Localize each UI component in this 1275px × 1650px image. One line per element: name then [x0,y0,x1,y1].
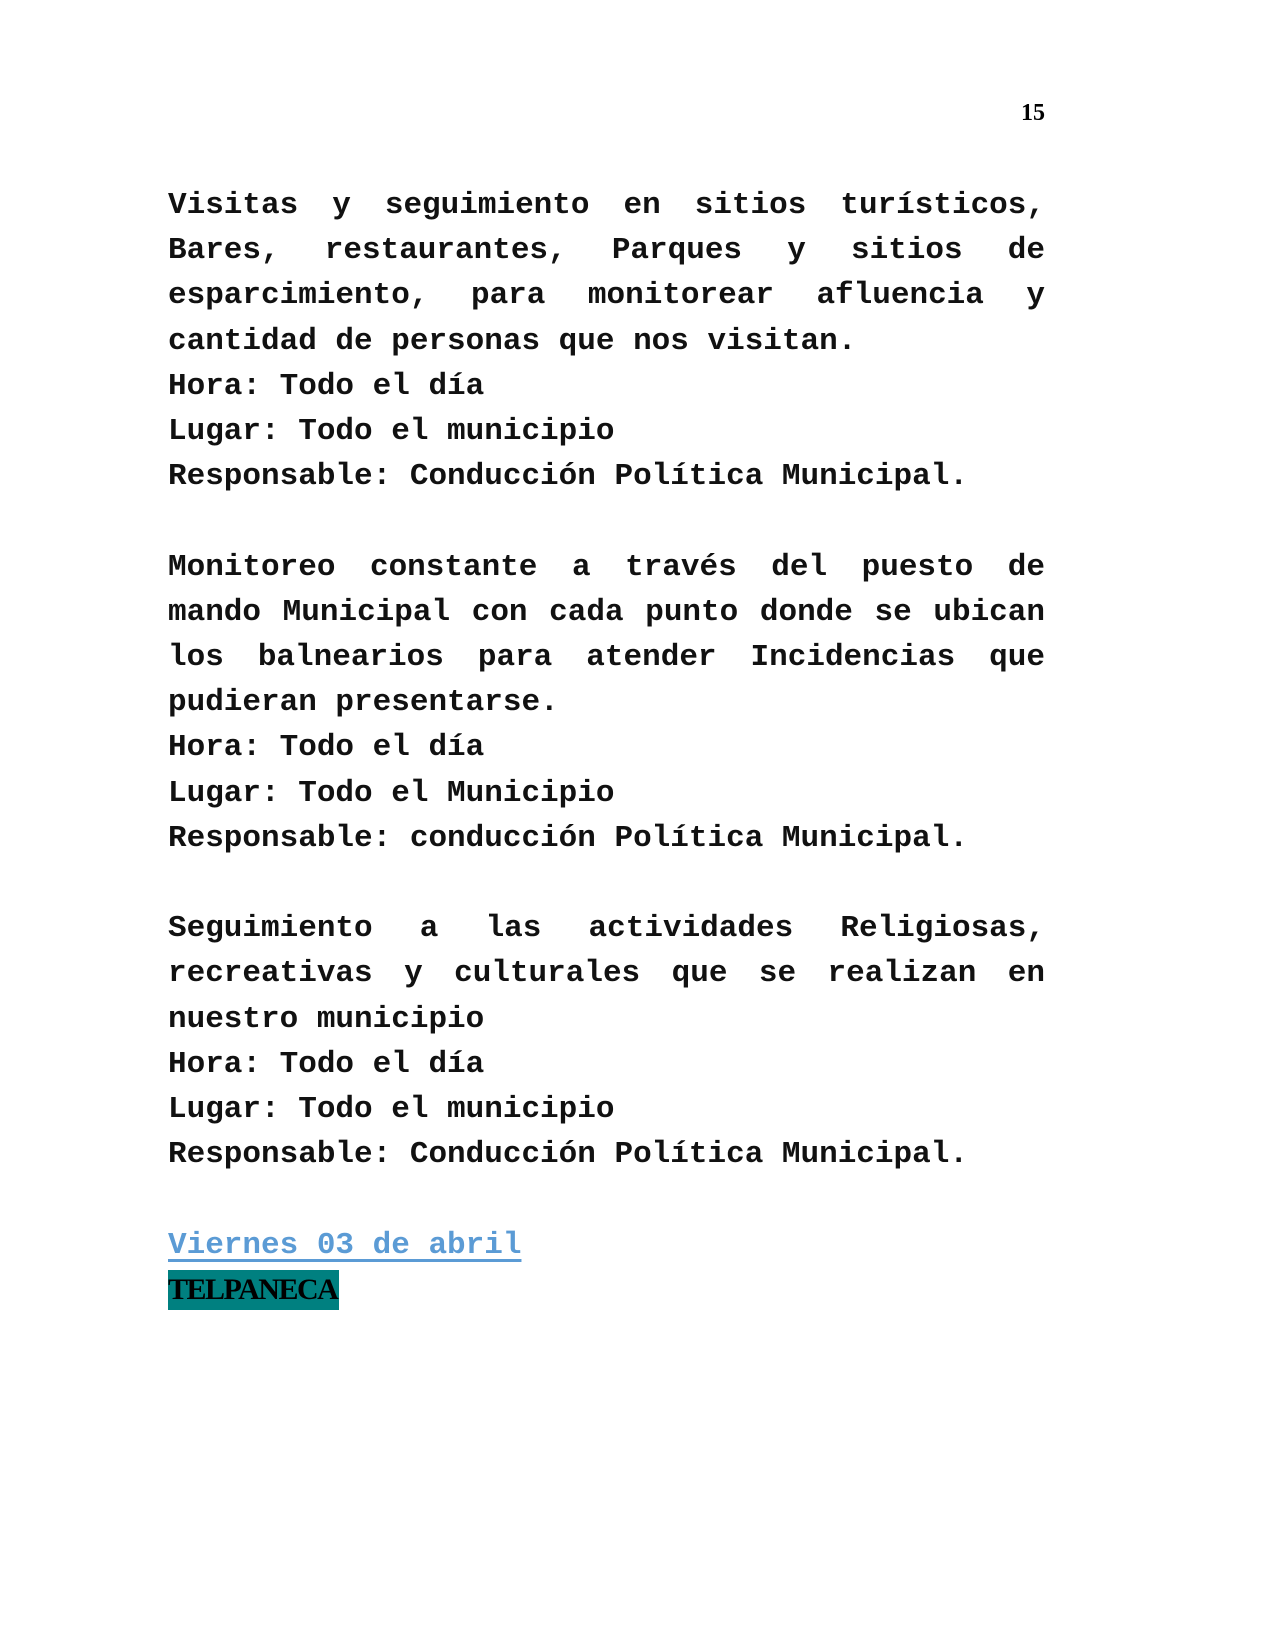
document-body [168,183,1045,1314]
activity-responsible: Responsable: Conducción Política Municipal. [168,1137,968,1173]
page-number: 15 [1021,100,1045,126]
activity-place: Lugar: Todo el municipio [168,1092,615,1128]
activity-time: Hora: Todo el día [168,1046,485,1082]
date-heading: Viernes 03 de abril [168,1227,522,1263]
activity-time: Hora: Todo el día [168,368,485,404]
activity-entry [168,183,1045,499]
activity-responsible: Responsable: conducción Política Municipal. [168,820,968,856]
activity-responsible: Responsable: Conducción Política Municipal. [168,459,968,495]
place-heading: TELPANECA [168,1270,339,1310]
activity-place: Lugar: Todo el Municipio [168,775,615,811]
activity-place: Lugar: Todo el municipio [168,414,615,450]
activity-description: Monitoreo constante a través del puesto de mando Municipal con cada punto donde se ubican los balnearios para atender Incidencias que pudieran presentarse. [168,549,1045,721]
activity-description: Visitas y seguimiento en sitios turísticos, Bares, restaurantes, Parques y sitios de esparcimiento, para monitorear afluencia y cantidad de personas que nos visitan. [168,188,1045,359]
activity-time: Hora: Todo el día [168,730,485,766]
activity-description: Seguimiento a las actividades Religiosas, recreativas y culturales que se realizan en nuestro municipio [168,911,1045,1037]
activity-entry [168,906,1045,1177]
activity-entry [168,545,1045,861]
